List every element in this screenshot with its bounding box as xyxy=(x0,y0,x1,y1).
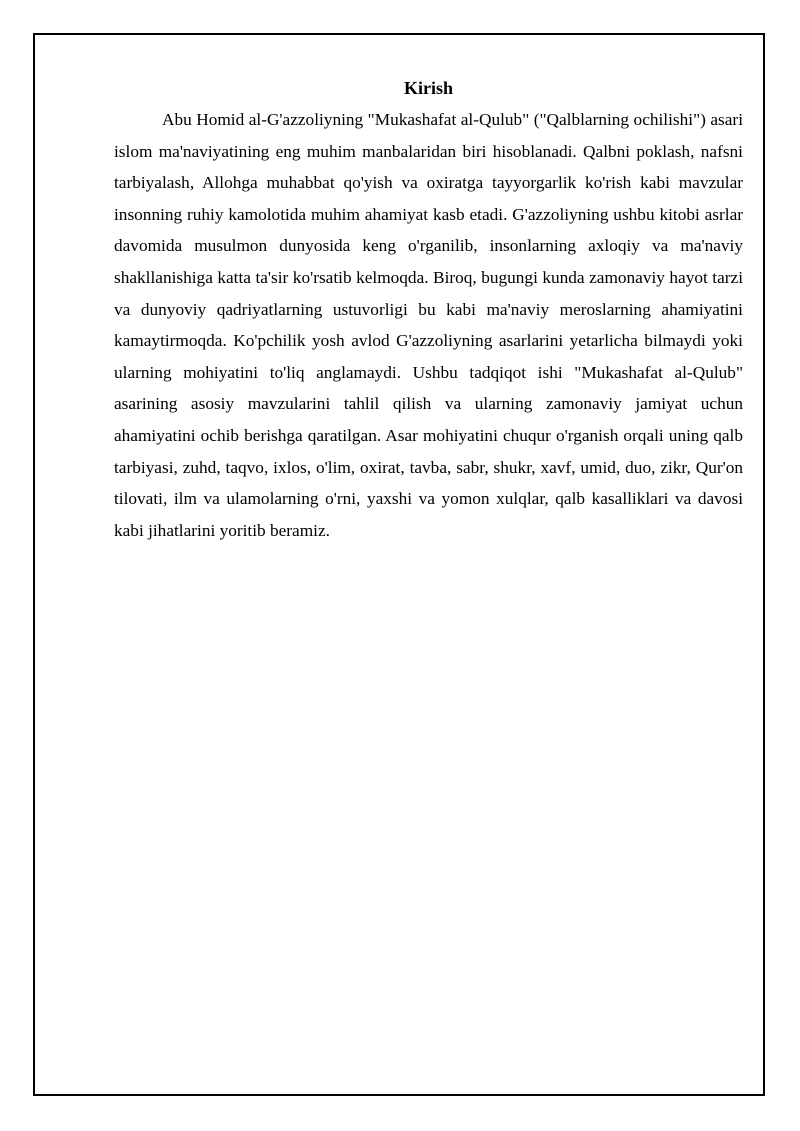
section-heading: Kirish xyxy=(403,78,453,98)
document-body xyxy=(114,76,743,546)
intro-paragraph: Abu Homid al-G'azzoliyning "Mukashafat al-Qulub" ("Qalblarning ochilishi") asari islom ma'naviyatining eng muhim manbalaridan biri hisoblanadi. Qalbni poklash, nafsni tarbiyalash, Allohga muhabbat qo'yish va oxiratga tayyorgarlik ko'rish kabi mavzular insonning ruhiy kamolotida muhim ahamiyat kasb etadi. G'azzoliyning ushbu kitobi asrlar davomida musulmon dunyosida keng o'rganilib, insonlarning axloqiy va ma'naviy shakllanishiga katta ta'sir ko'rsatib kelmoqda. Biroq, bugungi kunda zamonaviy hayot tarzi va dunyoviy qadriyatlarning ustuvorligi bu kabi ma'naviy meroslarning ahamiyatini kamaytirmoqda. Ko'pchilik yosh avlod G'azzoliyning asarlarini yetarlicha bilmaydi yoki ularning mohiyatini to'liq anglamaydi. Ushbu tadqiqot ishi "Mukashafat al-Qulub" asarining asosiy mavzularini tahlil qilish va ularning zamonaviy jamiyat uchun ahamiyatini ochib berishga qaratilgan. Asar mohiyatini chuqur o'rganish orqali uning qalb tarbiyasi, zuhd, taqvo, ixlos, o'lim, oxirat, tavba, sabr, shukr, xavf, umid, duo, zikr, Qur'on tilovati, ilm va ulamolarning o'rni, yaxshi va yomon xulqlar, qalb kasalliklari va davosi kabi jihatlarini yoritib beramiz. xyxy=(114,110,743,540)
